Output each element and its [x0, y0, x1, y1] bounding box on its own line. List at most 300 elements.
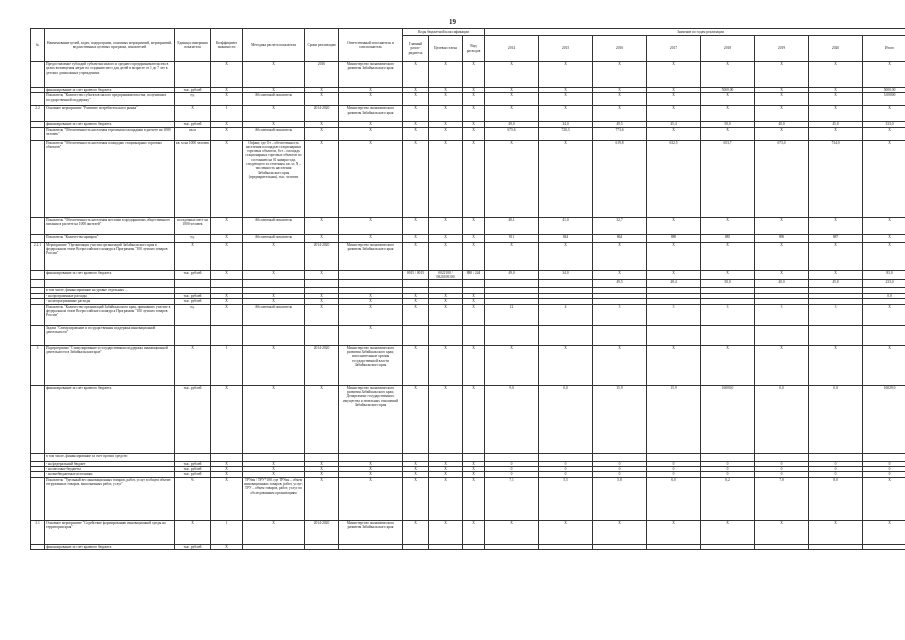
cell-2017 — [647, 325, 701, 345]
cell-responsible: X — [339, 477, 403, 520]
cell-total: X — [863, 234, 905, 242]
table-header — [31, 29, 905, 62]
cell-admin — [403, 325, 429, 345]
cell-2020: 0 — [809, 472, 863, 477]
cell-2014: 9,0 — [485, 385, 539, 453]
cell-target: X — [429, 294, 463, 299]
cell-term: X — [305, 461, 339, 466]
cell-term — [305, 544, 339, 549]
cell-coef: X — [211, 294, 243, 299]
cell-num: 2.2.1 — [31, 242, 45, 270]
cell-2019: 673,0 — [755, 140, 809, 217]
cell-target: X — [429, 234, 463, 242]
cell-2016: 15,9 — [593, 385, 647, 453]
cell-2014: 0 — [485, 467, 539, 472]
col-name: Наименование целей, задач, подпрограмм, основных мероприятий, мероприятий, ведомственных целевых программ, показателей — [45, 29, 175, 62]
cell-admin: X — [403, 294, 429, 299]
cell-2015: 4 — [539, 304, 593, 325]
cell-2014: X — [485, 242, 539, 270]
cell-2020: X — [809, 345, 863, 385]
cell-name: финансирование за счет краевого бюджета — [45, 544, 175, 549]
cell-term: 2014-2020 — [305, 520, 339, 544]
cell-num — [31, 477, 45, 520]
cell-responsible: Министерство экономического развития Забайкальского края — [339, 520, 403, 544]
cell-2017: 5 — [647, 304, 701, 325]
cell-responsible — [339, 280, 403, 288]
cell-name: Основное мероприятие "Развитие потребительского рынка" — [45, 106, 175, 122]
cell-2020 — [809, 453, 863, 461]
cell-method: X — [243, 62, 305, 88]
cell-responsible: X — [339, 467, 403, 472]
cell-num — [31, 385, 45, 453]
cell-admin: X — [403, 385, 429, 453]
cell-method — [243, 453, 305, 461]
cell-unit: ед. — [175, 93, 211, 106]
cell-admin: X — [403, 520, 429, 544]
cell-admin: 0015 / 0015 — [403, 270, 429, 280]
cell-unit — [175, 62, 211, 88]
cell-coef: 1 — [211, 345, 243, 385]
cell-2019: 890 — [755, 234, 809, 242]
cell-2016: X — [593, 345, 647, 385]
cell-2018: 0 — [701, 472, 755, 477]
cell-2017 — [647, 544, 701, 549]
cell-unit: тыс. рублей — [175, 467, 211, 472]
cell-2018: 3 — [701, 304, 755, 325]
col-2020: 2020 — [809, 36, 863, 62]
col-unit: Единица измерения показателя — [175, 29, 211, 62]
table-row — [31, 242, 905, 270]
cell-expense: X — [463, 461, 485, 466]
cell-total — [863, 544, 905, 549]
cell-term: X — [305, 299, 339, 304]
cell-coef: X — [211, 242, 243, 270]
cell-total: X — [863, 62, 905, 88]
cell-admin — [403, 544, 429, 549]
cell-2020 — [809, 544, 863, 549]
cell-2015: 720,3 — [539, 127, 593, 140]
cell-2014 — [485, 325, 539, 345]
cell-unit: тыс. рублей — [175, 270, 211, 280]
table-row — [31, 520, 905, 544]
cell-term: X — [305, 122, 339, 127]
cell-2020: 0,0 — [809, 385, 863, 453]
cell-2016: X — [593, 93, 647, 106]
cell-2019: X — [755, 242, 809, 270]
cell-2020: 0 — [809, 467, 863, 472]
cell-2016: X — [593, 270, 647, 280]
cell-2020: 45,0 — [809, 122, 863, 127]
cell-term: X — [305, 217, 339, 234]
cell-total: 233,0 — [863, 280, 905, 288]
cell-method — [243, 544, 305, 549]
cell-method: X — [243, 345, 305, 385]
cell-expense: X — [463, 304, 485, 325]
cell-method: X — [243, 270, 305, 280]
cell-name: в том числе, финансирование за счет прочих средств: — [45, 453, 175, 461]
cell-2014: X — [485, 93, 539, 106]
cell-2020: 887 — [809, 234, 863, 242]
table-row — [31, 453, 905, 461]
cell-2016: 773,6 — [593, 127, 647, 140]
cell-2016: 49,5 — [593, 280, 647, 288]
cell-target: X — [429, 122, 463, 127]
cell-expense — [463, 453, 485, 461]
cell-2016: X — [593, 106, 647, 122]
cell-2019 — [755, 325, 809, 345]
cell-target: X — [429, 88, 463, 93]
cell-num — [31, 234, 45, 242]
cell-method: ТРУин / ТРУ*100, где ТРУин – объем инновационных товаров, работ, услуг; ТРУ – объем товаров, работ, услуг по обследованным организациям — [243, 477, 305, 520]
cell-unit: посадочных мест на 1000 человек — [175, 217, 211, 234]
cell-2014: X — [485, 88, 539, 93]
cell-target: X — [429, 242, 463, 270]
cell-2015: X — [539, 88, 593, 93]
table-row — [31, 280, 905, 288]
cell-responsible — [339, 270, 403, 280]
cell-2018: X — [701, 270, 755, 280]
cell-2020: 8,0 — [809, 477, 863, 520]
cell-total: 0,0 — [863, 294, 905, 299]
cell-term: X — [305, 304, 339, 325]
cell-2020: 0 — [809, 461, 863, 466]
cell-2014 — [485, 280, 539, 288]
cell-method — [243, 280, 305, 288]
cell-term: X — [305, 385, 339, 453]
cell-num: 3.1 — [31, 520, 45, 544]
cell-method: Абсолютный показатель — [243, 234, 305, 242]
cell-2014: 811 — [485, 234, 539, 242]
cell-2016: X — [593, 520, 647, 544]
cell-unit: тыс. рублей — [175, 544, 211, 549]
col-method: Методика расчета показателя — [243, 29, 305, 62]
cell-2017: 0 — [647, 467, 701, 472]
cell-expense: X — [463, 385, 485, 453]
col-expense: Вид расходов — [463, 36, 485, 62]
table-row — [31, 304, 905, 325]
cell-term: X — [305, 127, 339, 140]
cell-total — [863, 325, 905, 345]
cell-total: X — [863, 242, 905, 270]
cell-2015: X — [539, 345, 593, 385]
cell-unit: X — [175, 106, 211, 122]
cell-2014: X — [485, 520, 539, 544]
cell-expense — [463, 325, 485, 345]
cell-term: 2014-2020 — [305, 106, 339, 122]
cell-target: X — [429, 477, 463, 520]
cell-term: X — [305, 234, 339, 242]
cell-coef: 1 — [211, 106, 243, 122]
table-row — [31, 270, 905, 280]
cell-2018: 653,7 — [701, 140, 755, 217]
cell-2019: X — [755, 217, 809, 234]
cell-coef — [211, 325, 243, 345]
cell-2019: 0 — [755, 472, 809, 477]
cell-responsible: Министерство экономического развития Забайкальского края — [339, 242, 403, 270]
cell-2020: X — [809, 242, 863, 270]
cell-responsible: X — [339, 294, 403, 299]
cell-num — [31, 304, 45, 325]
cell-term: X — [305, 477, 339, 520]
cell-responsible: X — [339, 93, 403, 106]
cell-coef: X — [211, 544, 243, 549]
cell-name: - на федеральный бюджет — [45, 461, 175, 466]
cell-method: Абсолютный показатель — [243, 304, 305, 325]
cell-2016: 5,8 — [593, 477, 647, 520]
cell-expense — [463, 280, 485, 288]
cell-expense: X — [463, 106, 485, 122]
cell-responsible: X — [339, 472, 403, 477]
cell-num: 2.2 — [31, 106, 45, 122]
cell-name: в том числе, финансирование на уровне отдельных ... — [45, 288, 175, 294]
cell-admin: X — [403, 242, 429, 270]
cell-expense: X — [463, 140, 485, 217]
cell-2019: 0 — [755, 461, 809, 466]
cell-unit: ед. — [175, 304, 211, 325]
cell-2017: X — [647, 270, 701, 280]
cell-unit: ед. — [175, 234, 211, 242]
table-row — [31, 345, 905, 385]
cell-total: 0 — [863, 467, 905, 472]
cell-admin — [403, 453, 429, 461]
cell-coef: X — [211, 127, 243, 140]
cell-2014: 49,0 — [485, 270, 539, 280]
cell-2017: X — [647, 242, 701, 270]
cell-term: X — [305, 467, 339, 472]
cell-expense — [463, 544, 485, 549]
cell-admin: X — [403, 234, 429, 242]
cell-2017 — [647, 453, 701, 461]
cell-2015: 34,0 — [539, 122, 593, 127]
cell-total: X — [863, 106, 905, 122]
cell-coef: X — [211, 477, 243, 520]
cell-2020: X — [809, 88, 863, 93]
cell-admin: X — [403, 140, 429, 217]
cell-2018: X — [701, 106, 755, 122]
cell-unit: кв.м — [175, 127, 211, 140]
cell-target: X — [429, 299, 463, 304]
cell-admin: X — [403, 106, 429, 122]
cell-unit: X — [175, 520, 211, 544]
cell-expense: X — [463, 234, 485, 242]
table-row — [31, 93, 905, 106]
cell-2019: X — [755, 88, 809, 93]
cell-responsible — [339, 544, 403, 549]
cell-num — [31, 453, 45, 461]
cell-2015: X — [539, 106, 593, 122]
cell-unit — [175, 453, 211, 461]
cell-method: X — [243, 88, 305, 93]
cell-coef: X — [211, 299, 243, 304]
cell-admin: X — [403, 467, 429, 472]
cell-responsible: Министерство экономического развития Забайкальского края — [339, 62, 403, 88]
cell-unit: X — [175, 242, 211, 270]
col-coef: Коэффициент значимости — [211, 29, 243, 62]
cell-total: X — [863, 345, 905, 385]
cell-2020: 734,0 — [809, 140, 863, 217]
cell-num — [31, 544, 45, 549]
cell-unit: X — [175, 345, 211, 385]
cell-2015: 0,0 — [539, 385, 593, 453]
cell-coef: X — [211, 93, 243, 106]
cell-total: X — [863, 477, 905, 520]
cell-2019: X — [755, 520, 809, 544]
cell-total: 0 — [863, 472, 905, 477]
cell-name: финансирование за счет краевого бюджета — [45, 88, 175, 93]
cell-admin: X — [403, 477, 429, 520]
cell-unit — [175, 325, 211, 345]
cell-2020: X — [809, 127, 863, 140]
cell-coef — [211, 280, 243, 288]
cell-2018: 5000,00 — [701, 88, 755, 93]
cell-num — [31, 280, 45, 288]
cell-term: 2014-2020 — [305, 345, 339, 385]
cell-term — [305, 280, 339, 288]
cell-term: 2014-2020 — [305, 242, 339, 270]
cell-total: X — [863, 520, 905, 544]
cell-expense: X — [463, 62, 485, 88]
cell-name: Показатель "Количество субъектов малого предпринимательства, получивших государственной поддержку" — [45, 93, 175, 106]
cell-2016: 0 — [593, 467, 647, 472]
cell-target: X — [429, 520, 463, 544]
cell-2015 — [539, 325, 593, 345]
cell-2017: X — [647, 93, 701, 106]
cell-method: X — [243, 520, 305, 544]
cell-total: X — [863, 127, 905, 140]
col-admin: Главный распо-рядитель — [403, 36, 429, 62]
group-indicator-values: Значение по годам реализации — [485, 29, 905, 36]
cell-responsible: Министерство экономического развития Забайкальского края; исполнительные органы государственной власти Забайкальского края — [339, 345, 403, 385]
cell-2017: 15,9 — [647, 385, 701, 453]
cell-expense: X — [463, 93, 485, 106]
cell-unit: кв. м на 1000 человек — [175, 140, 211, 217]
cell-target: X — [429, 62, 463, 88]
cell-num — [31, 140, 45, 217]
cell-coef: X — [211, 304, 243, 325]
cell-coef: X — [211, 467, 243, 472]
cell-expense: X — [463, 345, 485, 385]
cell-2017: 45,4 — [647, 122, 701, 127]
cell-2020: 3 — [809, 304, 863, 325]
cell-2015: X — [539, 140, 593, 217]
cell-responsible: X — [339, 122, 403, 127]
cell-method: X — [243, 299, 305, 304]
cell-target: 0022100 / 0820108100 — [429, 270, 463, 280]
cell-name: финансирование за счет краевого бюджета — [45, 270, 175, 280]
cell-2014 — [485, 453, 539, 461]
cell-responsible: X — [339, 234, 403, 242]
cell-coef: 1 — [211, 520, 243, 544]
cell-2017: X — [647, 520, 701, 544]
cell-2017: 48,4 — [647, 280, 701, 288]
cell-expense: X — [463, 88, 485, 93]
cell-responsible: X — [339, 217, 403, 234]
cell-2019: 0,0 — [755, 385, 809, 453]
cell-2020: X — [809, 217, 863, 234]
cell-responsible: Министерство экономического развития Забайкальского края — [339, 106, 403, 122]
table-row — [31, 234, 905, 242]
cell-unit: тыс. рублей — [175, 122, 211, 127]
table-body — [31, 62, 905, 550]
cell-2019: 3 — [755, 304, 809, 325]
col-total: Итого — [863, 36, 905, 62]
cell-2014 — [485, 544, 539, 549]
cell-method: Абсолютный показатель — [243, 127, 305, 140]
cell-2018: X — [701, 217, 755, 234]
cell-name: - на программные расходы — [45, 294, 175, 299]
cell-2015: X — [539, 62, 593, 88]
page-number: 19 — [449, 18, 456, 26]
cell-total: X — [863, 140, 905, 217]
cell-2014: X — [485, 345, 539, 385]
col-target: Целевая статья — [429, 36, 463, 62]
cell-num: 3 — [31, 345, 45, 385]
cell-admin: X — [403, 62, 429, 88]
cell-expense: X — [463, 472, 485, 477]
cell-2019 — [755, 453, 809, 461]
cell-total: 0 — [863, 461, 905, 466]
cell-admin: X — [403, 461, 429, 466]
cell-2016: 0 — [593, 461, 647, 466]
cell-method: X — [243, 122, 305, 127]
cell-total: X — [863, 304, 905, 325]
cell-expense: X — [463, 127, 485, 140]
table-row — [31, 477, 905, 520]
cell-responsible: X — [339, 299, 403, 304]
cell-coef: X — [211, 385, 243, 453]
cell-2016: 49,5 — [593, 122, 647, 127]
cell-target — [429, 544, 463, 549]
cell-2017: 632,5 — [647, 140, 701, 217]
cell-admin: X — [403, 345, 429, 385]
cell-name — [45, 280, 175, 288]
cell-2014: 12 — [485, 304, 539, 325]
cell-responsible: Министерство экономического развития Забайкальского края; Департамент государственного имущества и земельных отношений Забайкальского края — [339, 385, 403, 453]
cell-2017: 0 — [647, 461, 701, 466]
cell-total: 5.00000 — [863, 93, 905, 106]
cell-method: X — [243, 467, 305, 472]
cell-method: Абсолютный показатель — [243, 217, 305, 234]
cell-unit: тыс. рублей — [175, 88, 211, 93]
cell-name: - на местные бюджеты — [45, 467, 175, 472]
cell-2019 — [755, 544, 809, 549]
cell-name: финансирование за счет краевого бюджета — [45, 385, 175, 453]
cell-expense: X — [463, 122, 485, 127]
cell-2018: X — [701, 345, 755, 385]
cell-2018: X — [701, 127, 755, 140]
table-row — [31, 385, 905, 453]
cell-expense: X — [463, 217, 485, 234]
cell-unit: тыс. рублей — [175, 385, 211, 453]
cell-2017: X — [647, 127, 701, 140]
cell-method: X — [243, 294, 305, 299]
cell-coef: X — [211, 217, 243, 234]
cell-2019: 0 — [755, 467, 809, 472]
cell-target: X — [429, 127, 463, 140]
cell-2018: X — [701, 242, 755, 270]
cell-2014: 0 — [485, 472, 539, 477]
cell-name: финансирование за счет краевого бюджета — [45, 122, 175, 127]
cell-method: Абсолютный показатель — [243, 93, 305, 106]
cell-target: X — [429, 385, 463, 453]
cell-total: 333,0 — [863, 122, 905, 127]
cell-target: X — [429, 93, 463, 106]
cell-2015: 844 — [539, 234, 593, 242]
col-term: Сроки реализации — [305, 29, 339, 62]
cell-2016: 5 — [593, 304, 647, 325]
cell-num — [31, 270, 45, 280]
cell-admin: X — [403, 472, 429, 477]
